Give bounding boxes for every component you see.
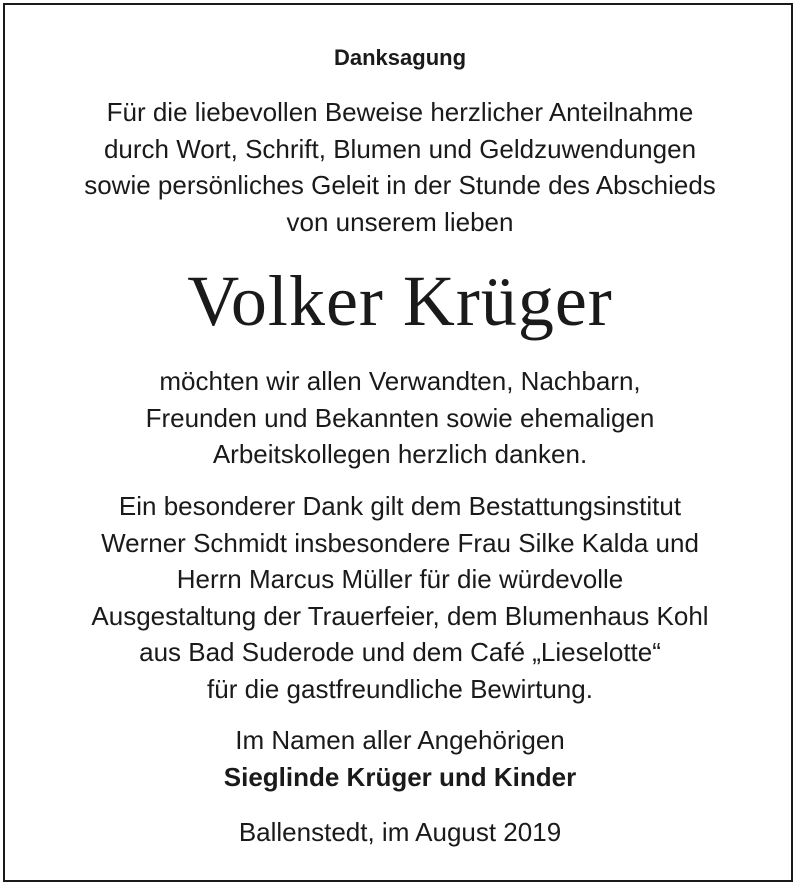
special-thanks-line: Ein besonderer Dank gilt dem Bestattungsinstitut (118, 491, 682, 521)
special-thanks-line: Werner Schmidt insbesondere Frau Silke Kalda und (101, 527, 699, 558)
special-thanks-line: aus Bad Suderode und dem Café „Lieselotte“ (139, 637, 661, 667)
deceased-name: Volker Krüger (187, 261, 613, 341)
thanks-paragraph (0, 363, 800, 473)
special-thanks-paragraph (0, 488, 800, 707)
special-thanks-line: Ausgestaltung der Trauerfeier, dem Blumenhaus Kohl (91, 600, 709, 631)
notice-heading: Danksagung (333, 45, 467, 70)
thanks-line: Freunden und Bekannten sowie ehemaligen (145, 402, 655, 433)
intro-line: durch Wort, Schrift, Blumen und Geldzuwendungen (103, 133, 697, 164)
intro-line: von unserem lieben (286, 206, 514, 237)
signature-names: Sieglinde Krüger und Kinder (223, 761, 577, 792)
intro-paragraph (0, 94, 800, 240)
signature-block (0, 722, 800, 795)
special-thanks-line: für die gastfreundliche Bewirtung. (207, 673, 593, 704)
thanks-line: möchten wir allen Verwandten, Nachbarn, (159, 366, 641, 396)
signature-intro: Im Namen aller Angehörigen (235, 725, 565, 755)
place-date: Ballenstedt, im August 2019 (238, 817, 562, 847)
intro-line: Für die liebevollen Beweise herzlicher Anteilnahme (106, 97, 694, 127)
intro-line: sowie persönliches Geleit in der Stunde des Abschieds (84, 170, 716, 200)
thanks-line: Arbeitskollegen herzlich danken. (212, 439, 588, 469)
special-thanks-line: Herrn Marcus Müller für die würdevolle (176, 564, 624, 594)
